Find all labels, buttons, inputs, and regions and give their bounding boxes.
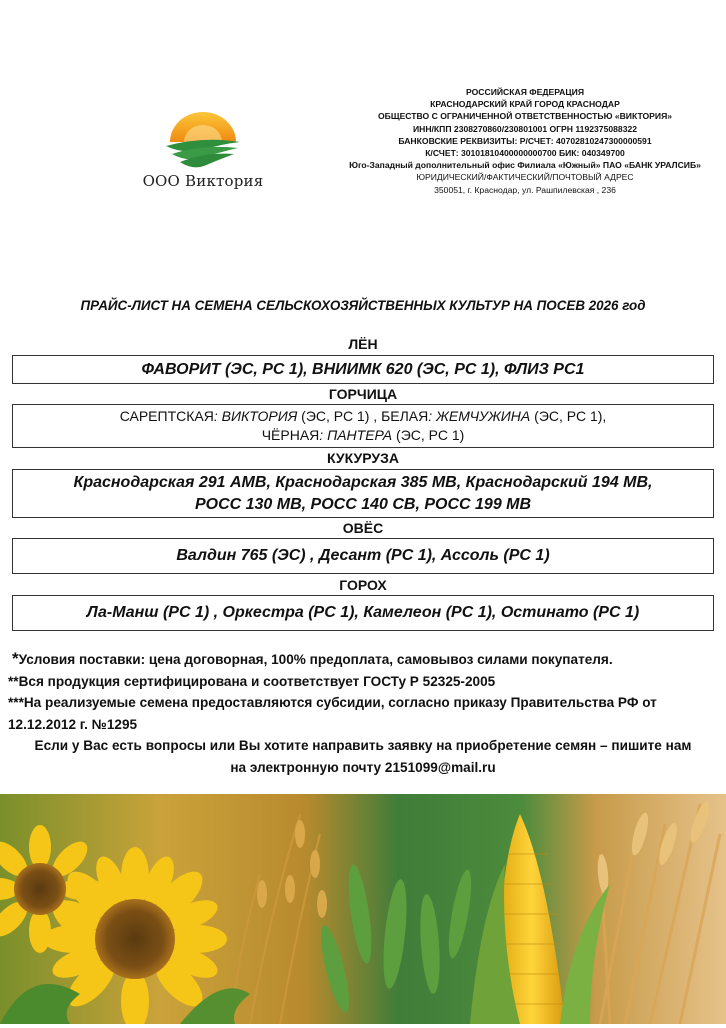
note-contact-1: Если у Вас есть вопросы или Вы хотите направить заявку на приобретение семян – пишите нам	[34, 738, 692, 753]
black-variety: : ПАНТЕРА	[319, 427, 393, 443]
note-subsidy-1: ***На реализуемые семена предоставляются субсидии, согласно приказу Правительства РФ от	[8, 695, 657, 710]
black-class: (ЭС, РС 1)	[392, 427, 465, 443]
white-label: БЕЛАЯ	[381, 408, 429, 424]
section-box-kukuruza	[12, 469, 714, 518]
crops-illustration	[0, 794, 726, 1024]
note-delivery	[6, 648, 720, 671]
white-class: (ЭС, РС 1),	[530, 408, 607, 424]
black-label: ЧЁРНАЯ	[261, 427, 320, 443]
varieties-gorchitsa-line1	[120, 407, 607, 426]
requisites-inn: ИНН/КПП 2308270860/230801001 ОГРН 1192375088322	[412, 123, 638, 134]
requisites-country: РОССИЙСКАЯ ФЕДЕРАЦИЯ	[465, 87, 585, 97]
company-name: ООО Виктория	[142, 172, 264, 190]
section-heading-len: ЛЁН	[348, 336, 378, 352]
requisites-address: 350051, г. Краснодар, ул. Рашпилевская , 236	[434, 184, 616, 195]
sarepta-class: (ЭС, РС 1) ,	[297, 408, 382, 424]
section-box-len	[12, 355, 714, 384]
note-subsidy-2: 12.12.2012 г. №1295	[8, 716, 138, 732]
section-box-gorokh	[12, 595, 714, 631]
company-logo	[118, 108, 288, 200]
requisites-account: БАНКОВСКИЕ РЕКВИЗИТЫ: Р/СЧЕТ: 40702810247300000591	[398, 135, 652, 146]
crops-photo-collage	[0, 794, 726, 1024]
section-heading-gorchitsa: ГОРЧИЦА	[328, 386, 398, 402]
page-title: ПРАЙС-ЛИСТ НА СЕМЕНА СЕЛЬСКОХОЗЯЙСТВЕННЫХ КУЛЬТУР НА ПОСЕВ 2026 год	[80, 298, 646, 313]
varieties-len: ФАВОРИТ (ЭС, РС 1), ВНИИМК 620 (ЭС, РС 1), ФЛИЗ РС1	[141, 360, 585, 378]
white-variety: : ЖЕМЧУЖИНА	[428, 408, 531, 424]
note-delivery-star: *	[12, 649, 19, 668]
note-delivery-text: Условия поставки: цена договорная, 100% предоплата, самовывоз силами покупателя.	[18, 652, 613, 667]
note-contact-2: на электронную почту 2151099@mail.ru	[230, 759, 496, 775]
requisites-region: КРАСНОДАРСКИЙ КРАЙ ГОРОД КРАСНОДАР	[430, 99, 620, 110]
varieties-oves: Валдин 765 (ЭС) , Десант (РС 1), Ассоль (РС 1)	[176, 547, 550, 564]
note-certified: **Вся продукция сертифицирована и соответствует ГОСТу Р 52325-2005	[8, 673, 496, 689]
requisites-corr-account: К/СЧЕТ: 30101810400000000700 БИК: 040349700	[425, 148, 625, 159]
requisites-address-label: ЮРИДИЧЕСКИЙ/ФАКТИЧЕСКИЙ/ПОЧТОВЫЙ АДРЕС	[416, 172, 634, 183]
varieties-kukuruza-line1: Краснодарская 291 АМВ, Краснодарская 385 МВ, Краснодарский 194 МВ,	[73, 473, 653, 491]
requisites-bank-office: Юго-Западный дополнительный офис Филиала «Южный» ПАО «БАНК УРАЛСИБ»	[349, 160, 701, 171]
section-heading-gorokh: ГОРОХ	[339, 577, 387, 593]
requisites-company: ОБЩЕСТВО С ОГРАНИЧЕННОЙ ОТВЕТСТВЕННОСТЬЮ «ВИКТОРИЯ»	[377, 111, 673, 122]
section-box-oves	[12, 538, 714, 574]
sun-over-field-icon	[162, 112, 244, 174]
varieties-gorchitsa-line2	[262, 426, 465, 445]
section-heading-oves: ОВЁС	[342, 520, 384, 536]
section-box-gorchitsa	[12, 404, 714, 448]
sarepta-label: САРЕПТСКАЯ	[119, 408, 214, 424]
notes-block	[6, 648, 720, 778]
section-heading-kukuruza: КУКУРУЗА	[327, 450, 399, 466]
sarepta-variety: : ВИКТОРИЯ	[213, 408, 298, 424]
varieties-kukuruza-line2: РОСС 130 МВ, РОСС 140 СВ, РОСС 199 МВ	[194, 495, 532, 513]
company-requisites	[330, 86, 720, 196]
varieties-gorokh: Ла-Манш (РС 1) , Оркестра (РС 1), Камелеон (РС 1), Остинато (РС 1)	[86, 604, 640, 621]
